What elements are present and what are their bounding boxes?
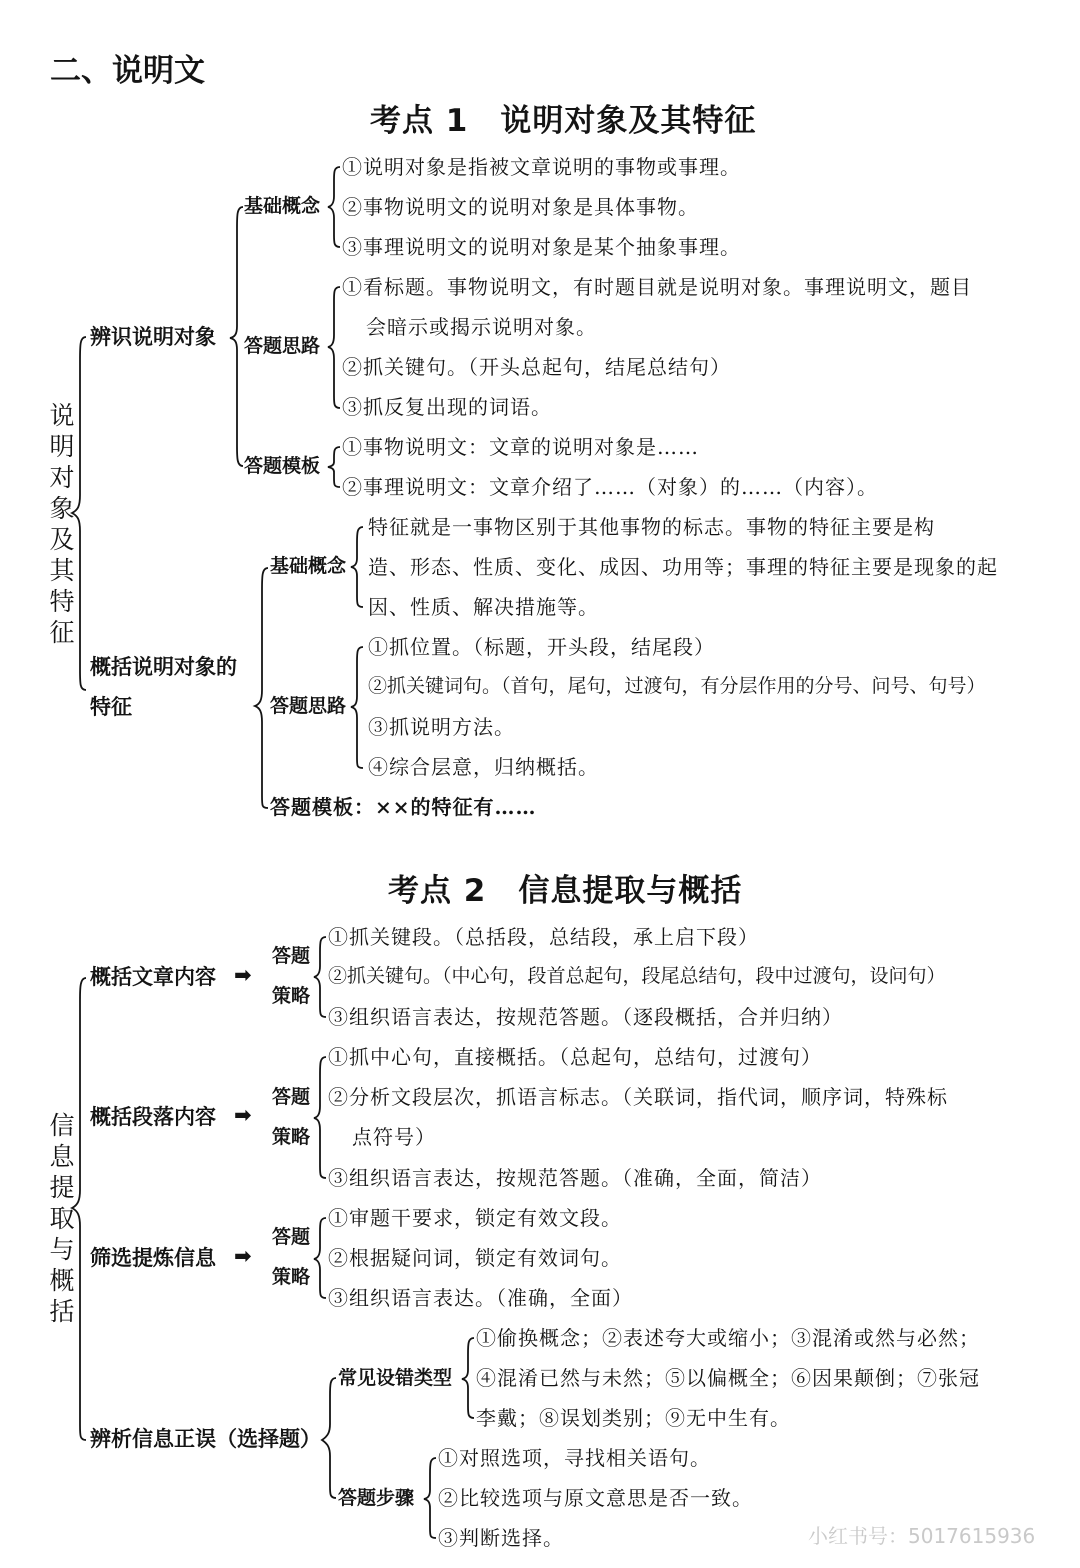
brace-b-jichu — [351, 527, 363, 607]
kd1-heading: 考点 1 说明对象及其特征 — [370, 103, 757, 139]
kd2-d-types-item: 李戴；⑧误划类别；⑨无中生有。 — [476, 1406, 791, 1430]
watermark: 小红书号：5017615936 — [808, 1524, 1036, 1548]
kd2-b-item: ①抓中心句，直接概括。（总起句，总结句，过渡句） — [328, 1045, 822, 1069]
kd2-a-item: ③组织语言表达，按规范答题。（逐段概括，合并归纳） — [328, 1005, 843, 1029]
kd2-d-steps-label: 答题步骤 — [338, 1487, 415, 1509]
brace-b-silu — [351, 647, 363, 768]
brace-a-jichu — [328, 167, 340, 247]
kd1-root-label: 说明对象及其特征 — [49, 401, 75, 647]
kd1-a-jichu-item: ①说明对象是指被文章说明的事物或事理。 — [342, 155, 741, 179]
kd2-branch-a-label: 概括文章内容 — [90, 965, 216, 989]
brace-kd2-c — [314, 1218, 326, 1298]
kd1-a-silu-label: 答题思路 — [244, 335, 321, 357]
kd2-branch-c-label: 筛选提炼信息 — [90, 1246, 216, 1270]
kd1-a-muban-label: 答题模板 — [244, 455, 321, 477]
brace-kd2-d — [322, 1378, 336, 1498]
kd2-c-strategy-label-2: 策略 — [272, 1266, 311, 1288]
kd1-a-silu-item: ①看标题。事物说明文，有时题目就是说明对象。事理说明文，题目 — [342, 275, 972, 299]
kd1-b-silu-item: ③抓说明方法。 — [368, 715, 515, 739]
brace-a-silu — [328, 287, 340, 408]
kd2-a-strategy-label-2: 策略 — [272, 985, 311, 1007]
brace-kd2-b — [314, 1057, 326, 1178]
kd2-b-strategy-label: 答题 — [272, 1086, 311, 1108]
brace-kd2-d-steps — [424, 1458, 436, 1538]
kd2-branch-d-label: 辨析信息正误（选择题） — [90, 1427, 321, 1451]
kd1-a-silu-item: 会暗示或揭示说明对象。 — [366, 315, 597, 339]
kd1-b-jichu-item: 造、形态、性质、变化、成因、功用等；事理的特征主要是现象的起 — [368, 555, 998, 579]
kd1-b-jichu-item: 因、性质、解决措施等。 — [368, 595, 599, 619]
kd1-b-silu-item: ②抓关键词句。（首句，尾句，过渡句，有分层作用的分号、问号、句号） — [368, 675, 986, 697]
kd2-d-steps-item: ①对照选项，寻找相关语句。 — [438, 1446, 711, 1470]
section-title: 二、说明文 — [50, 53, 205, 89]
kd2-d-types-item: ④混淆已然与未然；⑤以偏概全；⑥因果颠倒；⑦张冠 — [476, 1366, 980, 1390]
kd1-a-muban-item: ①事物说明文：文章的说明对象是…… — [342, 435, 699, 459]
kd1-branch-b-label: 概括说明对象的 — [90, 655, 237, 679]
kd1-branch-b-label-cont: 特征 — [90, 695, 132, 719]
kd2-d-types-label: 常见设错类型 — [338, 1367, 453, 1389]
kd1-a-jichu-item: ③事理说明文的说明对象是某个抽象事理。 — [342, 235, 741, 259]
kd1-a-muban-item: ②事理说明文：文章介绍了……（对象）的……（内容）。 — [342, 475, 878, 499]
brace-branch-b — [255, 568, 268, 808]
kd2-d-steps-item: ②比较选项与原文意思是否一致。 — [438, 1486, 753, 1510]
kd2-c-item: ③组织语言表达。（准确，全面） — [328, 1286, 633, 1310]
kd2-b-strategy-label-2: 策略 — [272, 1126, 311, 1148]
kd1-b-jichu-item: 特征就是一事物区别于其他事物的标志。事物的特征主要是构 — [368, 515, 935, 539]
kd2-c-strategy-label: 答题 — [272, 1226, 311, 1248]
kd2-a-item: ②抓关键句。（中心句，段首总起句，段尾总结句，段中过渡句，设问句） — [328, 965, 946, 987]
kd2-c-item: ①审题干要求，锁定有效文段。 — [328, 1206, 622, 1230]
kd2-d-types-item: ①偷换概念；②表述夸大或缩小；③混淆或然与必然； — [476, 1326, 980, 1350]
kd2-b-item: ③组织语言表达，按规范答题。（准确，全面，简洁） — [328, 1166, 822, 1190]
kd1-a-silu-item: ③抓反复出现的词语。 — [342, 395, 552, 419]
kd1-b-silu-label: 答题思路 — [270, 695, 347, 717]
kd1-a-jichu-item: ②事物说明文的说明对象是具体事物。 — [342, 195, 699, 219]
kd1-b-jichu-label: 基础概念 — [270, 555, 347, 577]
brace-branch-a — [230, 207, 243, 466]
kd2-a-strategy-label: 答题 — [272, 945, 311, 967]
kd2-root-label: 信息提取与概括 — [49, 1111, 75, 1326]
kd2-b-item: ②分析文段层次，抓语言标志。（关联词，指代词，顺序词，特殊标 — [328, 1085, 948, 1109]
kd2-a-item: ①抓关键段。（总括段，总结段，承上启下段） — [328, 925, 759, 949]
kd2-heading: 考点 2 信息提取与概括 — [388, 873, 743, 909]
brace-kd2-a — [314, 937, 326, 1017]
arrow-icon: ➡ — [234, 963, 252, 987]
arrow-icon: ➡ — [234, 1103, 252, 1127]
kd1-b-silu-item: ④综合层意，归纳概括。 — [368, 755, 599, 779]
brace-kd2-d-types — [462, 1338, 474, 1418]
kd2-branch-b-label: 概括段落内容 — [90, 1105, 216, 1129]
kd1-a-silu-item: ②抓关键句。（开头总起句，结尾总结句） — [342, 355, 731, 379]
kd2-d-steps-item: ③判断选择。 — [438, 1526, 564, 1550]
kd2-b-item: 点符号） — [352, 1125, 436, 1149]
brace-a-muban — [328, 447, 340, 487]
kd1-a-jichu-label: 基础概念 — [244, 195, 321, 217]
arrow-icon: ➡ — [234, 1244, 252, 1268]
kd1-b-muban: 答题模板：××的特征有…… — [270, 795, 537, 819]
kd1-b-silu-item: ①抓位置。（标题，开头段，结尾段） — [368, 635, 715, 659]
kd1-branch-a-label: 辨识说明对象 — [90, 325, 216, 349]
kd2-c-item: ②根据疑问词，锁定有效词句。 — [328, 1246, 622, 1270]
